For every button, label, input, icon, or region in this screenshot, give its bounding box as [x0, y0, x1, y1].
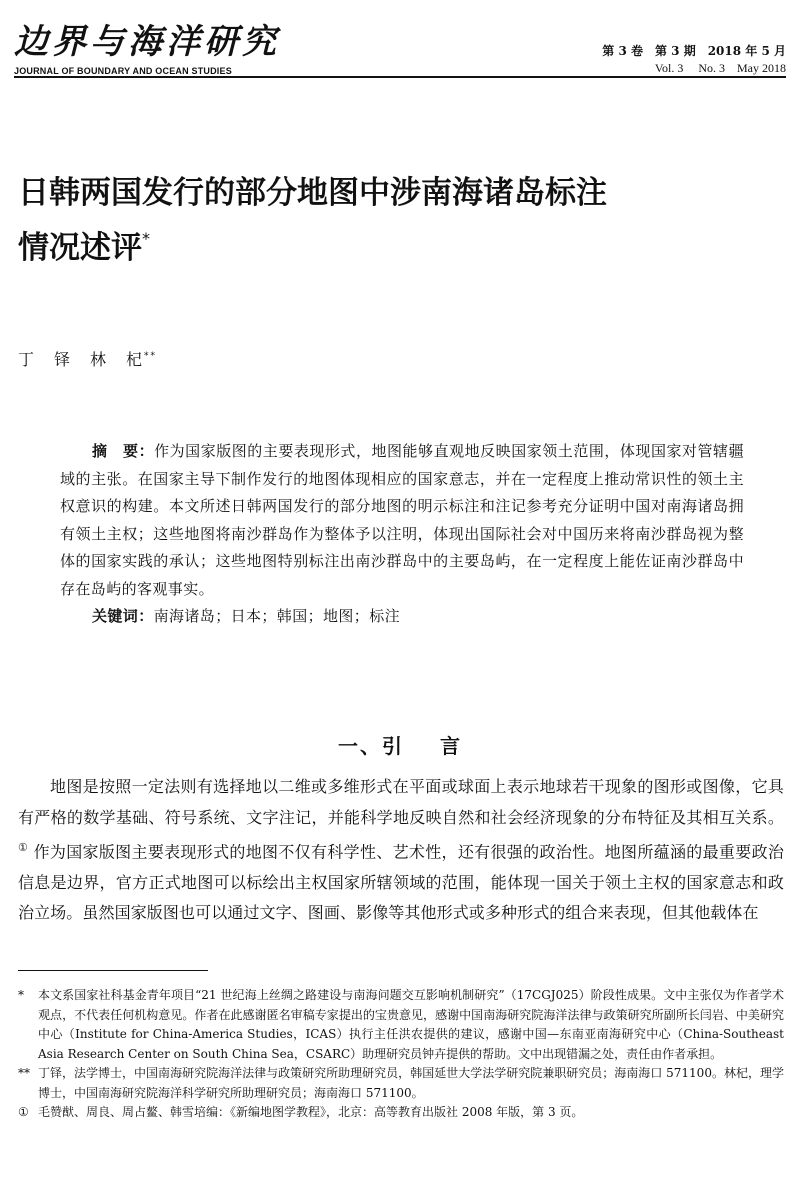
- journal-logo: 边界与海洋研究: [14, 22, 280, 62]
- authors: [18, 347, 157, 370]
- abstract-text: 作为国家版图的主要表现形式，地图能够直观地反映国家领土范围，体现国家对管辖疆域的主张。在国家主导下制作发行的地图体现相应的国家意志，并在一定程度上推动常识性的领土主权意识的构建。本文所述日韩两国发行的部分地图的明示标注和注记参考充分证明中国对南海诸岛拥有领土主权；这些地图将南沙群岛作为整体予以注明，体现出国际社会对中国历来将南沙群岛视为整体的国家实践的承认；这些地图特别标注出南沙群岛中的主要岛屿，在一定程度上能佐证南沙群岛中存在岛屿的客观事实。: [60, 442, 744, 598]
- footnotes: [18, 986, 784, 1123]
- footnote-mark: **: [18, 1066, 30, 1080]
- footnote-divider: [18, 970, 208, 971]
- title-line-2: [18, 216, 784, 271]
- title-line-1: 日韩两国发行的部分地图中涉南海诸岛标注: [18, 175, 607, 211]
- footnote-text: 本文系国家社科基金青年项目“21 世纪海上丝绸之路建设与南海问题交互影响机制研究”（17CGJ025）阶段性成果。文中主张仅为作者学术观点，不代表任何机构意见。作者在此感谢匿名审稿专家提出的宝贵意见，感谢中国南海研究院海洋法律与政策研究所副所长闫岩、中美研究中心（Institute for China-America Studies，ICAS）执行主任洪农提供的建议，感谢中国—东南亚南海研究中心（China-Southeast Asia Research Center on South China Sea，CSARC）助理研究员钟卉提供的帮助。文中出现错漏之处，责任由作者承担。: [38, 988, 784, 1061]
- abstract-label: 摘 要：: [92, 442, 155, 460]
- issue-info-english: Vol. 3 No. 3 May 2018: [654, 61, 786, 75]
- body-footnote-ref: ①: [18, 841, 29, 854]
- title-line-2-text: 情况述评: [18, 230, 142, 266]
- footnote-mark: *: [18, 988, 24, 1002]
- journal-english-name: JOURNAL OF BOUNDARY AND OCEAN STUDIES: [14, 66, 232, 76]
- keywords-paragraph: [60, 603, 744, 631]
- section-number: 一、: [338, 734, 382, 758]
- section-heading: [0, 730, 800, 759]
- abstract: [60, 438, 744, 631]
- author-names: 丁 铎 林 杞: [18, 350, 145, 369]
- body-text-part-1: 地图是按照一定法则有选择地以二维或多维形式在平面或球面上表示地球若干现象的图形或图像，它具有严格的数学基础、符号系统、文字注记，并能科学地反映自然和社会经济现象的分布特征及其相互关系。: [18, 777, 784, 827]
- article-title: [18, 170, 784, 271]
- issue-info-chinese: 第 3 卷 第 3 期 2018 年 5 月: [602, 44, 786, 58]
- body-text: [18, 772, 784, 929]
- title-footnote-mark: *: [142, 229, 150, 248]
- footnote-text: 毛赞猷、周良、周占鳌、韩雪培编：《新编地图学教程》，北京：高等教育出版社 2008 年版，第 3 页。: [38, 1105, 584, 1119]
- keywords-label: 关键词：: [92, 607, 154, 625]
- footnote-item: [18, 1064, 784, 1103]
- section-title-char-2: 言: [440, 734, 462, 758]
- footnote-item: [18, 986, 784, 1064]
- body-paragraph: [18, 772, 784, 929]
- body-text-part-2: 作为国家版图主要表现形式的地图不仅有科学性、艺术性，还有很强的政治性。地图所蕴涵的最重要政治信息是边界，官方正式地图可以标绘出主权国家所辖领域的范围，能体现一国关于领土主权的国家意志和政治立场。虽然国家版图也可以通过文字、图画、影像等其他形式或多种形式的组合来表现，但其他载体在: [18, 842, 784, 923]
- abstract-paragraph: [60, 438, 744, 603]
- footnote-mark: ①: [18, 1105, 29, 1119]
- keywords-text: 南海诸岛；日本；韩国；地图；标注: [153, 607, 401, 625]
- header-divider: [14, 76, 786, 78]
- footnote-text: 丁铎，法学博士，中国南海研究院海洋法律与政策研究所助理研究员，韩国延世大学法学研究院兼职研究员；海南海口 571100。林杞，理学博士，中国南海研究院海洋科学研究所助理研究员；海南海口 571100。: [38, 1066, 784, 1100]
- page-header: [14, 14, 786, 76]
- footnote-item: [18, 1103, 784, 1123]
- author-footnote-mark: **: [144, 351, 158, 362]
- section-title-char-1: 引: [382, 734, 404, 758]
